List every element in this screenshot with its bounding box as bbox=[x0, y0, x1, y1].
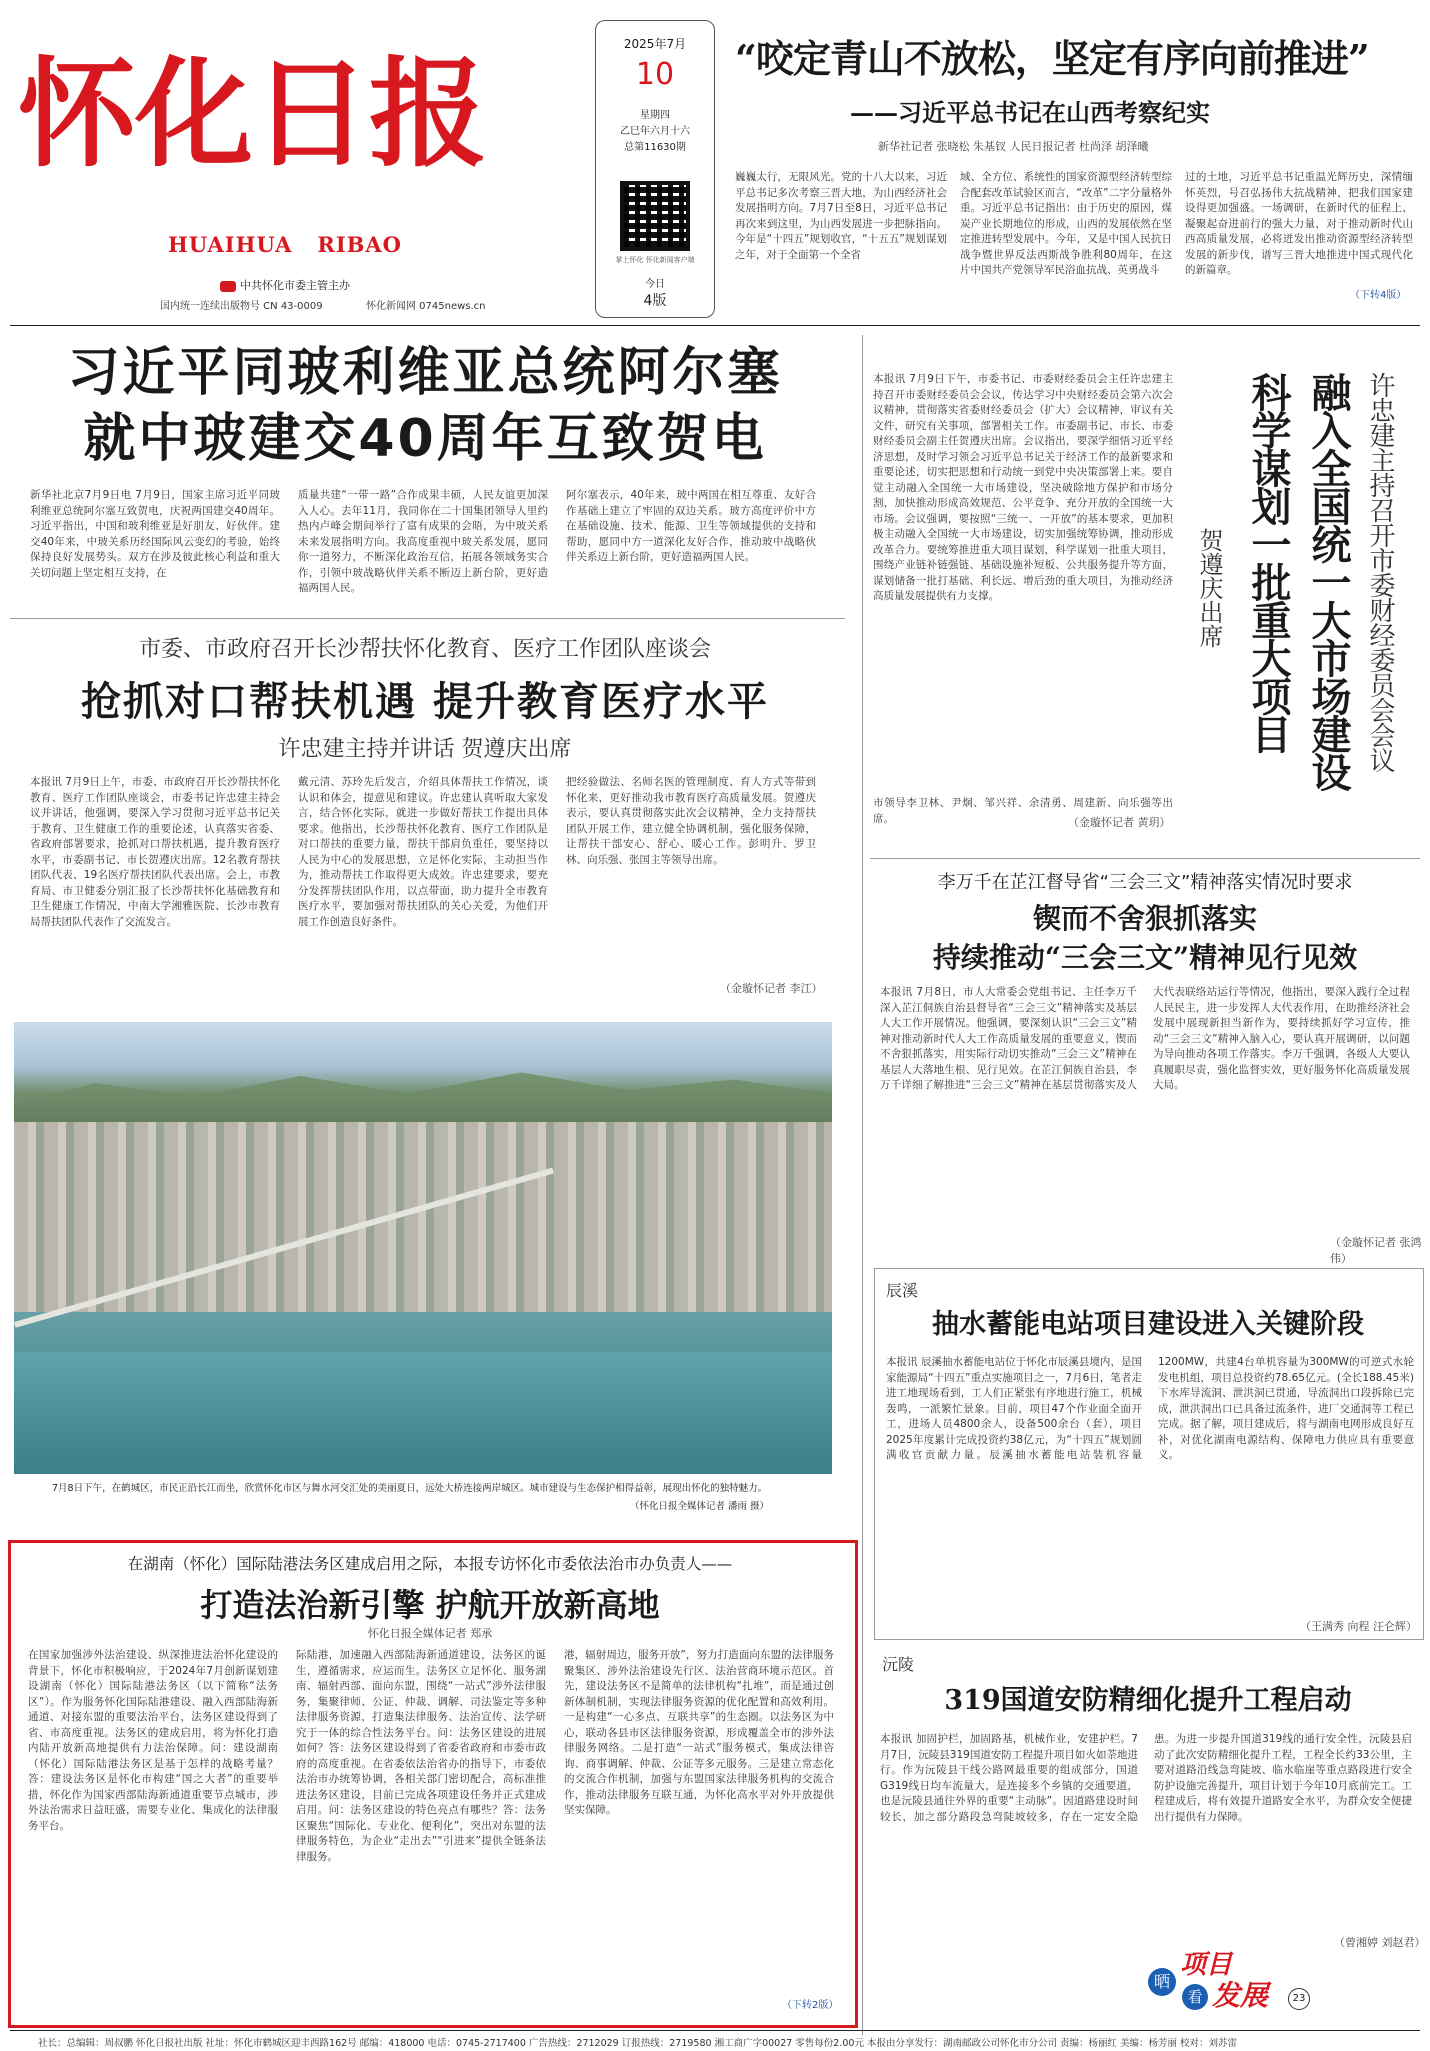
yuanling-byline: （曾湘婷 刘赵君） bbox=[1334, 1936, 1426, 1949]
li-byline: （金璇怀记者 张鸿伟） bbox=[1330, 1236, 1422, 1265]
date-year-month: 2025年7月 bbox=[623, 37, 687, 51]
education-col-3: 把经验做法、名师名医的管理制度、育人方式等带到怀化来，更好推动我市教育医疗高质量发展。贺遵庆表示，要认真贯彻落实此次会议精神，全力支持帮扶团队开展工作，建立健全协调机制，强化服务保障，让帮扶干部安心、舒心、暖心工作。彭明升、罗卫林、向乐强、张国主等领导出席。 bbox=[566, 776, 816, 866]
education-byline: （金璇怀记者 李江） bbox=[720, 982, 823, 995]
footer-rule bbox=[10, 2030, 1420, 2031]
footer-info: 社长：总编辑：周叔鹏 怀化日报社出版 社址：怀化市鹤城区迎丰西路162号 邮编：418000 电话：0745-2717400 广告热线：2712029 订报热线：2719580 湘工商广字00027 零售每份2.00元 本报由分享发行：湖南邮政公司怀化市分公司 责编：杨丽红 美编：杨芳丽 校对：刘苏雷 bbox=[38, 2038, 1238, 2049]
date-issue: 总第11630期 bbox=[624, 142, 686, 153]
date-lunar: 乙巳年六月十六 bbox=[620, 126, 690, 137]
sponsor-text: 中共怀化市委主管主办 bbox=[240, 279, 350, 292]
education-col-1: 本报讯 7月9日上午，市委、市政府召开长沙帮扶怀化教育、医疗工作团队座谈会，市委书记许忠建主持会议并讲话，他强调，要深入学习贯彻习近平总书记关于教育、卫生健康工作的重要论述，认真落实省委、省政府部署要求，抢抓对口帮扶机遇，提升教育医疗水平，市委副书记、市长贺遵庆出席。12名教育帮扶团队代表、19名医疗帮扶团队代表出席。会上，市教育局、市卫健委分别汇报了长沙帮扶怀化基础教育和卫生健康工作情况，中南大学湘雅医院、长沙市教育局帮扶团队代表作了交流发言。 bbox=[30, 776, 280, 928]
photo-city bbox=[14, 1122, 832, 1312]
top-story-continue-link[interactable]: （下转4版） bbox=[1350, 290, 1407, 301]
photo-credit: （怀化日报全媒体记者 潘雨 摄） bbox=[630, 1501, 770, 1512]
date-weekday: 星期四 bbox=[640, 110, 670, 121]
finance-vertical-attend: 贺遵庆出席 bbox=[1195, 528, 1223, 648]
top-story-col-2: 域、全方位、系统性的国家资源型经济转型综合配套改革试验区而言，“改革”二字分量格外重。习近平总书记指出：由于历史的原因，煤炭产业长期地位的形成，山西的发展依然在坚定推进转型发展中。今年，又是中国人民抗日战争暨世界反法西斯战争胜利80周年，在这片中国共产党领导军民浴血抗战、英勇战斗 bbox=[960, 171, 1172, 276]
masthead-cn-code: 国内统一连续出版物号 CN 43-0009 bbox=[160, 301, 323, 312]
rule-of-law-col-1: 在国家加强涉外法治建设、纵深推进法治怀化建设的背景下，怀化市积极响应，于2024年7月创新谋划建设湖南（怀化）国际陆港法务区（以下简称“法务区”）。作为服务怀化国际陆港建设、融入西部陆海新通道、对接东盟的重要法治平台，法务区建设得到了省、市高度重视。法务区的建成启用，将为怀化打造内陆开放新高地提供有力法治保障。问：建设湖南（怀化）国际陆港法务区是基于怎样的战略考量？答：建设法务区是怀化市构建“国之大者”的重要举措，怀化作为国家西部陆海新通道重要节点城市，涉外法治需求日益旺盛，需要专业化、集成化的法律服务平台。 bbox=[28, 1649, 278, 1832]
yuanling-title: 319国道安防精细化提升工程启动 bbox=[944, 1685, 1352, 1716]
finance-attendees: 市领导李卫林、尹炯、邹兴祥、余清勇、周建新、向乐强等出席。 bbox=[873, 797, 1173, 825]
finance-vertical-title-1: 融入全国统一大市场建设 bbox=[1305, 372, 1351, 790]
section-rule-1 bbox=[10, 618, 845, 619]
chenxi-byline: （王满秀 向程 汪仑辉） bbox=[1300, 1620, 1417, 1633]
li-body: 本报讯 7月8日，市人大常委会党组书记、主任李万千深入芷江侗族自治县督导省“三会三文”精神落实及基层人大工作开展情况。他强调，要深刻认识“三会三文”精神对推动新时代人大工作高质量发展的重要意义，锲而不舍狠抓落实，用实际行动切实推动“三会三文”精神在基层人大落地生根、见行见效。在芷江侗族自治县，李万千详细了解推进“三会三文”精神在基层贯彻落实及人大代表联络站运行等情况，他指出，要深入践行全过程人民民主，进一步发挥人大代表作用，在助推经济社会发展中展现新担当新作为，要持续抓好学习宣传，推动“三会三文”精神入脑入心，要认真开展调研，以问题为导向推动各项工作落实。李万千强调，各级人大要认真履职尽责，强化监督实效，更好服务怀化高质量发展大局。 bbox=[880, 986, 1410, 1091]
city-aerial-photo bbox=[14, 1022, 832, 1474]
education-col-2: 戴元清、苏玲先后发言，介绍具体帮扶工作情况，谈认识和体会，提意见和建议。许忠建认真听取大家发言，结合怀化实际，就进一步做好帮扶工作提出具体要求。他指出，长沙帮扶怀化教育、医疗工作团队是对口帮扶的重要力量，帮扶干部肩负重任，要坚持以人民为中心的发展思想，立足怀化实际，主动担当作为，推动帮扶工作取得更大成效。许忠建要求，要充分发挥帮扶团队作用，以点带面，助力提升全市教育医疗水平，要加强对帮扶团队的关心关爱，为他们开展工作创造良好条件。 bbox=[298, 776, 548, 928]
rule-of-law-byline: 怀化日报全媒体记者 郑承 bbox=[367, 1627, 493, 1640]
yuanling-region: 沅陵 bbox=[882, 1655, 915, 1674]
top-story-byline: 新华社记者 张晓松 朱基钗 人民日报记者 杜尚泽 胡泽曦 bbox=[878, 140, 1149, 153]
section-rule-right-1 bbox=[870, 858, 1420, 859]
masthead-website: 怀化新闻网 0745news.cn bbox=[366, 301, 486, 312]
li-title-2: 持续推动“三会三文”精神见行见效 bbox=[932, 941, 1358, 974]
education-title: 抢抓对口帮扶机遇 提升教育医疗水平 bbox=[81, 679, 769, 725]
badge-number: 23 bbox=[1288, 1988, 1310, 2010]
li-kicker: 李万千在芷江督导省“三会三文”精神落实情况时要求 bbox=[937, 872, 1353, 893]
date-day: 10 bbox=[635, 57, 675, 92]
yuanling-body: 本报讯 加固护栏，加固路基，机械作业，安建护栏。7月7日，沅陵县319国道安防工程提升项目如火如荼地进行。作为沅陵县干线公路网最重要的组成部分，国道G319线日均车流量大，是连接多个乡镇的交通要道，也是沅陵县通往外界的重要“主动脉”。因道路建设时间较长，加之部分路段急弯陡坡较多，存在一定安全隐患。为进一步提升国道319线的通行安全性，沅陵县启动了此次安防精细化提升工程，工程全长约33公里，主要对道路沿线急弯陡坡、临水临崖等重点路段进行安全防护设施完善提升，项目计划于今年10月底前完工。工程建成后，将有效提升道路安全水平，为群众安全便捷出行提供有力保障。 bbox=[880, 1733, 1412, 1823]
top-story-title: “咬定青山不放松，坚定有序向前推进” bbox=[735, 36, 1369, 81]
finance-byline: （金璇怀记者 黄玥） bbox=[1068, 816, 1171, 829]
masthead-rule bbox=[10, 325, 1420, 326]
sponsor-logo-icon bbox=[220, 281, 236, 292]
chenxi-region: 辰溪 bbox=[886, 1281, 919, 1300]
badge-circle-1: 晒 bbox=[1148, 1968, 1176, 1996]
column-divider bbox=[862, 335, 863, 2035]
date-box bbox=[595, 20, 715, 318]
bolivia-col-1: 新华社北京7月9日电 7月9日，国家主席习近平同玻利维亚总统阿尔塞互致贺电，庆祝两国建交40周年。习近平指出，中国和玻利维亚是好朋友、好伙伴。建交40年来，中玻关系历经国际风云变幻的考验，始终保持良好发展势头。双方在涉及彼此核心利益和重大关切问题上坚定相互支持，在 bbox=[30, 489, 280, 579]
education-kicker: 市委、市政府召开长沙帮扶怀化教育、医疗工作团队座谈会 bbox=[138, 637, 711, 662]
chenxi-body: 本报讯 辰溪抽水蓄能电站位于怀化市辰溪县境内，是国家能源局“十四五”重点实施项目之一，7月6日，笔者走进工地现场看到，工人们正紧张有序地进行施工，机械轰鸣，一派繁忙景象。目前，项目47个作业面全面开工，进场人员4800余人，设备500余台（套），项目2025年度累计完成投资约38亿元，为“十四五”规划圆满收官贡献力量。辰溪抽水蓄能电站装机容量1200MW，共建4台单机容量为300MW的可逆式水轮发电机组，项目总投资约78.65亿元。(全长188.45米)下水库导流洞、泄洪洞已贯通，导流洞出口段拆除已完成，泄洪洞出口已具备过流条件，进厂交通洞等工程已完成。据了解，项目建成后，将与湖南电网形成良好互补，对优化湖南电源结构、保障电力供应具有重要意义。 bbox=[886, 1356, 1414, 1461]
bolivia-col-2: 质量共建“一带一路”合作成果丰硕，人民友谊更加深入人心。去年11月，我同你在二十国集团领导人里约热内卢峰会期间举行了富有成果的会晤，为中玻关系未来发展指明方向。我高度重视中玻关系发展，愿同你一道努力，不断深化政治互信，拓展各领域务实合作，引领中玻战略伙伴关系不断迈上新台阶，更好造福两国人民。 bbox=[298, 489, 548, 594]
masthead-title: 怀化日报 bbox=[18, 44, 487, 183]
photo-river bbox=[14, 1352, 832, 1474]
masthead-pinyin: HUAIHUA RIBAO bbox=[168, 232, 402, 257]
finance-vertical-small: 许忠建主持召开市委财经委员会会议 bbox=[1365, 372, 1395, 772]
pages-count: 4版 bbox=[643, 293, 667, 309]
masthead-sponsor bbox=[220, 277, 350, 293]
bolivia-title-2: 就中玻建交40周年互致贺电 bbox=[83, 409, 767, 469]
photo-caption: 7月8日下午，在鹤城区，市民正沿长江而坐，欣赏怀化市区与舞水河交汇处的美丽夏日，远处大桥连接两岸城区。城市建设与生态保护相得益彰，展现出怀化的独特魅力。 bbox=[52, 1483, 768, 1494]
chenxi-title: 抽水蓄能电站项目建设进入关键阶段 bbox=[932, 1309, 1364, 1340]
rule-of-law-col-3: 港，辐射周边，服务开放”，努力打造面向东盟的法律服务聚集区、涉外法治建设先行区、法治营商环境示范区。首先，建设法务区不是简单的法律机构“扎堆”，而是通过创新体制机制，实现法律服务资源的优化配置和高效利用。一是构建“一心多点、互联共享”的生态圈。以法务区为中心，联动各县市区法律服务资源，形成覆盖全市的涉外法律服务网络。二是打造“一站式”服务模式，集成法律咨询、商事调解、仲裁、公证等多元服务。三是建立常态化的交流合作机制，加强与东盟国家法律服务机构的交流合作，推动法律服务互联互通，为怀化高水平对外开放提供坚实保障。 bbox=[564, 1649, 834, 1816]
rule-of-law-col-2: 际陆港，加速融入西部陆海新通道建设，法务区的诞生，遵循需求，应运而生。法务区立足怀化、服务湖南、辐射西部、面向东盟，围绕“一站式”涉外法律服务，集聚律师、公证、仲裁、调解、司法鉴定等多种法律服务资源，打造集法律服务、法治宣传、法学研究于一体的综合性法务平台。问：法务区建设的进展如何？答：法务区建设得到了省委省政府和市委市政府的高度重视。在省委依法治省办的指导下，市委依法治市办统筹协调，各相关部门密切配合，高标准推进法务区建设，目前已完成各项建设任务并正式建成启用。问：法务区建设的特色亮点有哪些？答：法务区聚焦“国际化、专业化、便利化”，突出对东盟的法律服务特色，为企业“走出去”“引进来”提供全链条法律服务。 bbox=[296, 1649, 546, 1863]
li-title-1: 锲而不舍狠抓落实 bbox=[1032, 902, 1257, 935]
rule-of-law-kicker: 在湖南（怀化）国际陆港法务区建成启用之际，本报专访怀化市委依法治市办负责人—— bbox=[127, 1555, 733, 1573]
qr-caption: 掌上怀化 怀化新闻客户端 bbox=[615, 256, 695, 264]
badge-circle-2: 看 bbox=[1182, 1984, 1208, 2010]
qr-code[interactable] bbox=[620, 181, 690, 251]
top-story-subtitle: ——习近平总书记在山西考察纪实 bbox=[850, 98, 1210, 127]
finance-body: 本报讯 7月9日下午，市委书记、市委财经委员会主任许忠建主持召开市委财经委员会会议，传达学习中央财经委员会第六次会议精神，贯彻落实省委财经委员会（扩大）会议精神，审议有关文件，研究有关事项，部署相关工作。市委副书记、市长、市委财经委员会副主任贺遵庆出席。会议指出，要深学细悟习近平经济思想，及时学习领会习近平总书记关于经济工作的最新要求和重要论述，切实把思想和行动统一到党中央决策部署上来。要自觉主动融入全国统一大市场建设，坚决破除地方保护和市场分割，加快推动形成高效规范、公平竞争、充分开放的全国统一大市场。会议强调，要按照“三统一、一开放”的基本要求，更加积极主动融入全国统一大市场建设，切实加强统筹协调，推动形成改革合力。要统筹推进重大项目谋划，科学谋划一批重大项目，围绕产业链补链强链、基础设施补短板、公共服务提升等方面，谋划储备一批打基础、利长远、增后劲的重大项目，为推动经济高质量发展提供有力支撑。 bbox=[873, 373, 1173, 602]
finance-vertical-title-2: 科学谋划一批重大项目 bbox=[1245, 372, 1291, 752]
badge-text-project: 项目 bbox=[1180, 1950, 1233, 1980]
bolivia-title-1: 习近平同玻利维亚总统阿尔塞 bbox=[67, 343, 783, 403]
badge-text-development: 发展 bbox=[1212, 1979, 1269, 2012]
project-badge[interactable] bbox=[1148, 1938, 1318, 2020]
education-subtitle: 许忠建主持并讲话 贺遵庆出席 bbox=[278, 737, 572, 762]
bolivia-col-3: 阿尔塞表示，40年来，玻中两国在相互尊重、友好合作基础上建立了牢固的双边关系。玻方高度评价中方在基础设施、技术、能源、卫生等领域提供的支持和帮助，愿同中方一道深化友好合作，推动玻中战略伙伴关系迈上新台阶，更好造福两国人民。 bbox=[566, 489, 816, 563]
top-story-col-1: 巍巍太行，无限风光。党的十八大以来，习近平总书记多次考察三晋大地，为山西经济社会发展指明方向。7月7日至8日，习近平总书记再次来到这里，为山西发展进一步把脉指向。今年是“十四五”规划收官，“十五五”规划谋划之年，对于全面第一个全省 bbox=[735, 171, 947, 261]
top-story-col-3: 过的土地，习近平总书记重温光辉历史，深情缅怀英烈，号召弘扬伟大抗战精神，把我们国家建设得更加强盛。一场调研，在新时代的征程上，凝聚起奋进前行的强大力量，对于推动新时代山西高质量发展，必将迸发出推动资源型经济转型发展的新步伐，谱写三晋大地推进中国式现代化的新篇章。 bbox=[1185, 171, 1413, 276]
rule-of-law-continue-link[interactable]: （下转2版） bbox=[782, 2000, 839, 2011]
rule-of-law-title: 打造法治新引擎 护航开放新高地 bbox=[200, 1586, 660, 1624]
pages-label: 今日 bbox=[645, 279, 665, 290]
